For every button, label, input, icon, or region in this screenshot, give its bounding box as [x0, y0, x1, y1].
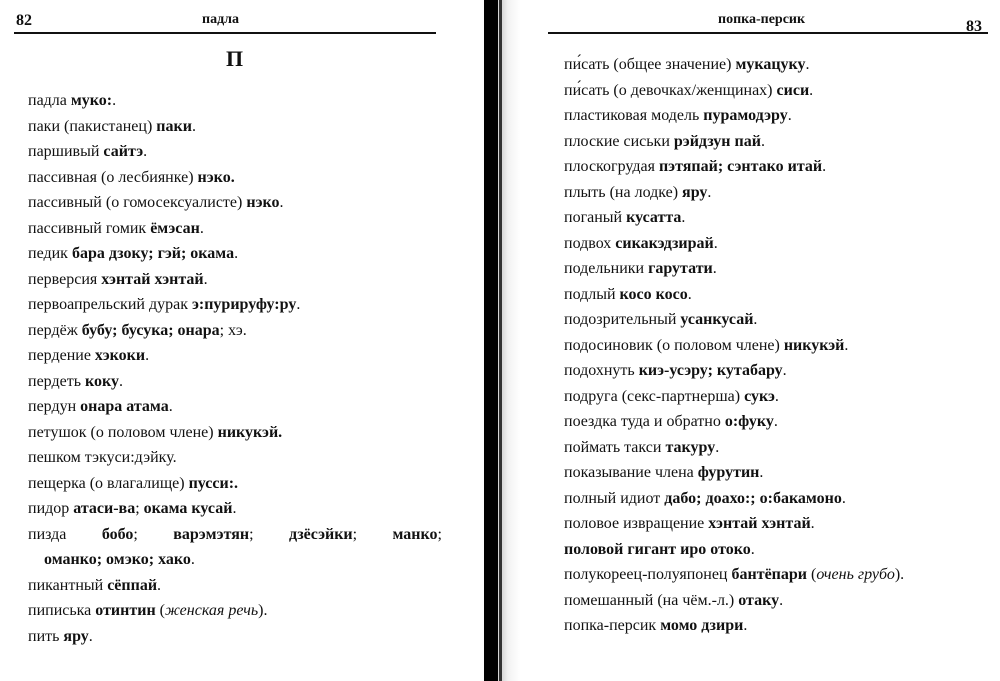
dictionary-entry: [28, 522, 442, 548]
entry-translation: хэнтай хэнтай: [708, 515, 811, 532]
dictionary-entry: [28, 241, 442, 267]
entry-text: .: [841, 489, 846, 507]
right-entry-list: [564, 52, 984, 639]
entry-translation: рэйдзун пай: [673, 132, 761, 150]
entry-text: .: [822, 158, 827, 175]
entry-text: падла: [28, 92, 71, 109]
entry-text: .: [809, 81, 814, 99]
dictionary-entry: [564, 103, 984, 129]
entry-translation: сайтэ: [103, 143, 144, 160]
entry-translation: пэтяпай; сэнтако итай: [658, 158, 823, 175]
entry-translation: варэмэтян: [173, 525, 250, 543]
left-page-number: 82: [16, 12, 32, 29]
dictionary-entry: [564, 435, 984, 461]
entry-translation: сукэ: [744, 387, 775, 405]
dictionary-entry: [564, 231, 984, 257]
entry-text: пизда: [28, 525, 102, 543]
dictionary-entry: [28, 471, 442, 497]
dictionary-entry: [28, 394, 442, 420]
entry-translation: никукэй.: [217, 423, 283, 441]
entry-translation: коку: [84, 372, 119, 390]
right-header-word: попка-персик: [718, 12, 806, 27]
entry-text: .: [782, 362, 787, 379]
entry-text: пиписька: [28, 602, 96, 619]
entry-text: пассивный (о гомосексуалисте): [28, 194, 247, 211]
dictionary-entry: [28, 598, 442, 624]
entry-translation: э:пурируфу:ру: [191, 296, 297, 313]
entry-text: пердеть: [28, 372, 85, 390]
entry-text: подлый: [564, 285, 620, 303]
entry-text: .: [779, 591, 784, 609]
entry-text: половое извращение: [564, 515, 709, 532]
book-spine-edge: [499, 0, 502, 681]
right-page: [520, 0, 1000, 681]
entry-text: перверсия: [28, 270, 102, 288]
entry-text: .: [773, 413, 778, 430]
dictionary-entry: [28, 267, 442, 293]
entry-text: .: [232, 500, 237, 517]
entry-text: .: [190, 551, 195, 568]
entry-text: .: [715, 438, 720, 456]
entry-usage-note: женская речь: [165, 602, 259, 619]
entry-translation: никукэй: [783, 336, 845, 354]
dictionary-entry: [564, 511, 984, 537]
entry-text: .: [118, 372, 123, 390]
entry-text: .: [805, 56, 810, 73]
dictionary-entry: [564, 409, 984, 435]
entry-text: подохнуть: [564, 362, 639, 379]
left-running-header: [14, 10, 436, 34]
dictionary-entry: [28, 624, 442, 650]
dictionary-entry: [28, 420, 442, 446]
dictionary-entry: [564, 256, 984, 282]
dictionary-entry: [28, 165, 442, 191]
entry-text: полукореец-полуяпонец: [564, 566, 732, 583]
dictionary-entry: [28, 190, 442, 216]
entry-translation: хэкоки: [94, 347, 146, 364]
entry-text: .: [279, 194, 284, 211]
entry-text: .: [712, 260, 717, 277]
dictionary-entry: [28, 114, 442, 140]
entry-translation: момо дзири: [660, 617, 744, 634]
entry-text: подельники: [564, 260, 649, 277]
entry-translation: иро отоко: [680, 540, 751, 558]
entry-text: пердение: [28, 347, 95, 364]
book-spine: [484, 0, 498, 681]
dictionary-entry: [564, 52, 984, 78]
entry-text: .: [760, 132, 765, 150]
entry-text: первоапрельский дурак: [28, 296, 192, 313]
entry-text: поездка туда и обратно: [564, 413, 725, 430]
entry-text: пассивный гомик: [28, 219, 151, 237]
entry-translation: хэнтай хэнтай: [101, 270, 204, 288]
left-page: [0, 0, 480, 681]
right-page-number: 83: [966, 18, 982, 35]
dictionary-entry: [564, 384, 984, 410]
entry-text: показывание члена: [564, 464, 698, 481]
entry-text: пить: [28, 627, 64, 645]
entry-text: .: [759, 464, 764, 481]
dictionary-entry: [564, 537, 984, 563]
dictionary-entry: [28, 369, 442, 395]
entry-text: .: [143, 143, 148, 160]
dictionary-entry: [28, 343, 442, 369]
entry-text: .: [234, 245, 239, 262]
dictionary-entry: [28, 445, 442, 471]
entry-text: ;: [135, 500, 144, 517]
entry-translation: ёмэсан: [150, 219, 200, 237]
entry-translation: дзёсэйки: [288, 525, 353, 543]
entry-text: пи́сать (о девочках/женщинах): [564, 81, 777, 99]
entry-text: пердёж: [28, 321, 82, 339]
entry-text: .: [810, 515, 815, 532]
entry-text: (: [155, 602, 165, 619]
entry-text: ;: [352, 525, 393, 543]
entry-text: подвох: [564, 234, 616, 252]
dictionary-entry: [564, 562, 984, 588]
entry-text: .: [713, 234, 718, 252]
dictionary-entry: [564, 613, 984, 639]
left-header-word: падла: [202, 12, 240, 27]
dictionary-entry: [564, 307, 984, 333]
entry-translation: оманко; омэко; хако: [44, 551, 191, 568]
entry-text: поймать такси: [564, 438, 666, 456]
entry-text: плоские сиськи: [564, 132, 674, 150]
entry-text: паки (пакистанец): [28, 117, 157, 135]
entry-text: пидор: [28, 500, 74, 517]
entry-text: подозрительный: [564, 311, 681, 328]
entry-translation: отинтин: [95, 602, 156, 619]
entry-translation: сиси: [776, 81, 810, 99]
entry-text: .: [774, 387, 779, 405]
entry-text: тэкуси:дэйку: [84, 449, 173, 466]
entry-text: подосиновик (о половом члене): [564, 336, 784, 354]
entry-text: .: [296, 296, 301, 313]
entry-text: .: [203, 270, 208, 288]
entry-translation: бантёпари: [731, 566, 807, 583]
entry-translation: сёппай: [107, 576, 158, 594]
entry-text: поганый: [564, 209, 627, 226]
entry-text: .: [145, 347, 150, 364]
entry-text: .: [707, 183, 712, 201]
entry-translation: пурамодэру: [703, 107, 788, 124]
dictionary-entry: [564, 588, 984, 614]
dictionary-entry: [564, 180, 984, 206]
entry-translation: косо косо: [619, 285, 688, 303]
entry-text: пассивная (о лесбиянке): [28, 168, 198, 186]
entry-translation: сикакэдзирай: [615, 234, 714, 252]
entry-translation: отаку: [738, 591, 780, 609]
entry-text: .: [112, 92, 117, 109]
entry-translation: паки: [156, 117, 192, 135]
entry-translation: кусатта: [626, 209, 682, 226]
dictionary-entry: [28, 496, 442, 522]
entry-text: (: [807, 566, 817, 583]
dictionary-entry: [564, 333, 984, 359]
entry-translation: фурутин: [697, 464, 760, 481]
entry-text: пи́сать (общее значение): [564, 56, 736, 73]
dictionary-entry: [28, 88, 442, 114]
entry-text: пердун: [28, 398, 81, 415]
dictionary-entry: [564, 154, 984, 180]
entry-translation: яру: [682, 183, 708, 201]
entry-text: .: [168, 398, 173, 415]
entry-text: паршивый: [28, 143, 104, 160]
entry-translation: киэ-усэру; кутабару: [638, 362, 783, 379]
entry-translation: манко: [392, 525, 438, 543]
entry-translation: пусси:.: [188, 474, 239, 492]
dictionary-entry: [564, 78, 984, 104]
entry-text: .: [172, 449, 177, 466]
dictionary-entry: [28, 139, 442, 165]
entry-text: помешанный (на чём.-л.): [564, 591, 739, 609]
entry-text: .: [687, 285, 692, 303]
entry-text: ).: [894, 566, 905, 583]
entry-translation: половой гигант: [564, 540, 681, 558]
entry-text: ).: [258, 602, 268, 619]
dictionary-entry: [28, 216, 442, 242]
entry-translation: муко:: [70, 92, 113, 109]
dictionary-entry: [564, 205, 984, 231]
entry-translation: онара атама: [80, 398, 169, 415]
entry-translation: бубу; бусука; онара: [81, 321, 220, 339]
entry-text: плоскогрудая: [564, 158, 659, 175]
entry-text: .: [750, 540, 755, 558]
entry-text: .: [844, 336, 849, 354]
entry-text: .: [191, 117, 196, 135]
entry-text: ;: [437, 525, 442, 543]
entry-text: .: [157, 576, 162, 594]
section-letter: П: [226, 46, 244, 71]
dictionary-entry: [28, 318, 442, 344]
entry-translation: атаси-ва: [73, 500, 136, 517]
entry-translation: яру: [63, 627, 89, 645]
left-entry-list: [28, 88, 442, 649]
dictionary-entry: [28, 292, 442, 318]
entry-translation: о:фуку: [724, 413, 774, 430]
dictionary-entry: [564, 460, 984, 486]
entry-text: педик: [28, 245, 72, 262]
entry-text: полный идиот: [564, 489, 665, 507]
entry-text: .: [681, 209, 686, 226]
right-running-header: [548, 10, 988, 34]
entry-text: ;: [249, 525, 289, 543]
dictionary-entry: [564, 282, 984, 308]
dictionary-entry: [564, 358, 984, 384]
dictionary-entry: [564, 486, 984, 512]
entry-text: пещерка (о влагалище): [28, 474, 189, 492]
entry-usage-note: очень грубо: [816, 566, 895, 583]
entry-translation: дабо; доахо:; о:бакамоно: [664, 489, 842, 507]
entry-text: .: [199, 219, 204, 237]
entry-text: пластиковая модель: [564, 107, 704, 124]
entry-text: пикантный: [28, 576, 108, 594]
entry-translation: бобо: [101, 525, 134, 543]
entry-text: .: [88, 627, 93, 645]
entry-translation: гарутати: [648, 260, 713, 277]
entry-text: петушок (о половом члене): [28, 423, 218, 441]
entry-translation: бара дзоку; гэй; окама: [71, 245, 235, 262]
entry-text: ; хэ.: [219, 321, 247, 339]
entry-text: подруга (секс-партнерша): [564, 387, 745, 405]
dictionary-entry: [564, 129, 984, 155]
entry-translation: окама кусай: [143, 500, 233, 517]
entry-translation: усанкусай: [680, 311, 754, 328]
entry-text: ;: [133, 525, 174, 543]
entry-translation: нэко.: [197, 168, 235, 186]
entry-translation: такуру: [665, 438, 716, 456]
dictionary-entry: [28, 547, 442, 573]
entry-translation: мукацуку: [735, 56, 806, 73]
entry-text: пешком: [28, 449, 85, 466]
entry-translation: нэко: [246, 194, 280, 211]
entry-text: .: [753, 311, 758, 328]
entry-text: плыть (на лодке): [564, 183, 683, 201]
entry-text: .: [743, 617, 748, 634]
dictionary-entry: [28, 573, 442, 599]
entry-text: попка-персик: [564, 617, 661, 634]
entry-text: .: [787, 107, 792, 124]
